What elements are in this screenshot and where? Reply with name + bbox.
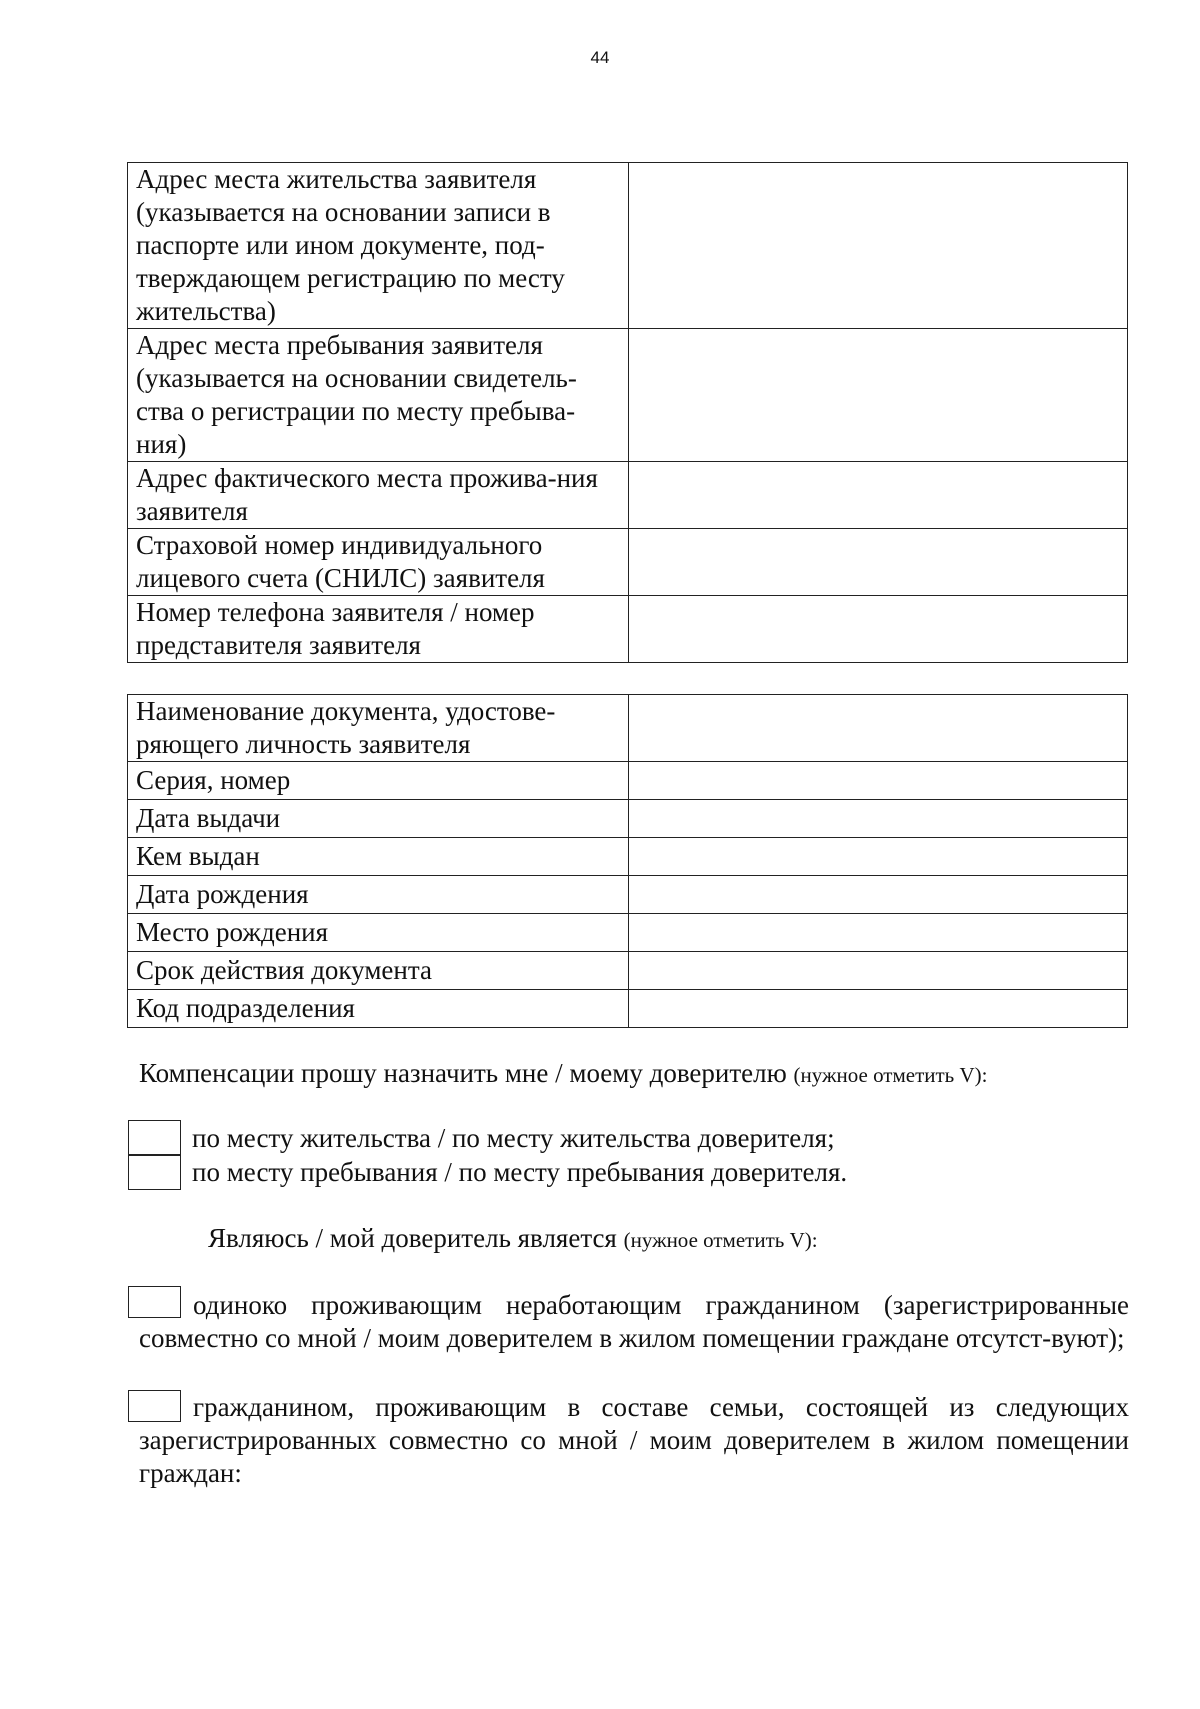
field-label: Адрес места пребывания заявителя (указывается на основании свидетель-ства о регистрации по месту пребыва-ния) bbox=[128, 329, 629, 462]
field-value[interactable] bbox=[629, 762, 1128, 800]
field-label: Наименование документа, удостове-ряющего личность заявителя bbox=[128, 695, 629, 762]
compensation-prompt-text: Компенсации прошу назначить мне / моему доверителю bbox=[139, 1058, 787, 1088]
table-row bbox=[128, 462, 1128, 529]
status-hint: (нужное отметить V): bbox=[623, 1228, 818, 1252]
field-label: Страховой номер индивидуального лицевого счета (СНИЛС) заявителя bbox=[128, 529, 629, 596]
status-prompt-text: Являюсь / мой доверитель является bbox=[208, 1223, 617, 1253]
table-row bbox=[128, 695, 1128, 762]
field-value[interactable] bbox=[629, 876, 1128, 914]
applicant-info-table bbox=[127, 162, 1128, 663]
table-row bbox=[128, 990, 1128, 1028]
page-number: 44 bbox=[590, 48, 610, 67]
field-value[interactable] bbox=[629, 596, 1128, 663]
field-label: Место рождения bbox=[128, 914, 629, 952]
table-row bbox=[128, 800, 1128, 838]
field-value[interactable] bbox=[629, 529, 1128, 596]
field-label: Срок действия документа bbox=[128, 952, 629, 990]
compensation-hint: (нужное отметить V): bbox=[793, 1063, 988, 1087]
table-row bbox=[128, 762, 1128, 800]
field-label: Адрес места жительства заявителя (указывается на основании записи в паспорте или ином документе, под-тверждающем регистрацию по месту жительства) bbox=[128, 163, 629, 329]
field-label: Дата рождения bbox=[128, 876, 629, 914]
identity-document-table bbox=[127, 694, 1128, 1028]
status-family-label: гражданином, проживающим в составе семьи, состоящей из следующих зарегистрированных совместно со мной / моим доверителем в жилом помещении граждан: bbox=[139, 1392, 1129, 1488]
table-row bbox=[128, 596, 1128, 663]
field-label: Номер телефона заявителя / номер представителя заявителя bbox=[128, 596, 629, 663]
table-row bbox=[128, 329, 1128, 462]
field-label: Код подразделения bbox=[128, 990, 629, 1028]
field-value[interactable] bbox=[629, 163, 1128, 329]
field-label: Серия, номер bbox=[128, 762, 629, 800]
field-value[interactable] bbox=[629, 914, 1128, 952]
table-row bbox=[128, 163, 1128, 329]
compensation-option-residence-checkbox[interactable] bbox=[128, 1120, 181, 1155]
field-value[interactable] bbox=[629, 462, 1128, 529]
status-prompt bbox=[208, 1222, 818, 1257]
field-value[interactable] bbox=[629, 990, 1128, 1028]
table-row bbox=[128, 876, 1128, 914]
field-value[interactable] bbox=[629, 952, 1128, 990]
compensation-option-stay-checkbox[interactable] bbox=[128, 1155, 181, 1190]
field-value[interactable] bbox=[629, 329, 1128, 462]
compensation-option-stay-label: по месту пребывания / по месту пребывания доверителя. bbox=[192, 1157, 848, 1187]
status-single-label: одиноко проживающим неработающим гражданином (зарегистрированные совместно со мной / моим доверителем в жилом помещении граждане отсутст-вуют); bbox=[139, 1290, 1129, 1353]
field-label: Адрес фактического места прожива-ния заявителя bbox=[128, 462, 629, 529]
field-value[interactable] bbox=[629, 838, 1128, 876]
field-label: Дата выдачи bbox=[128, 800, 629, 838]
table-row bbox=[128, 952, 1128, 990]
field-label: Кем выдан bbox=[128, 838, 629, 876]
table-row bbox=[128, 529, 1128, 596]
table-row bbox=[128, 914, 1128, 952]
table-row bbox=[128, 838, 1128, 876]
field-value[interactable] bbox=[629, 800, 1128, 838]
field-value[interactable] bbox=[629, 695, 1128, 762]
compensation-prompt bbox=[139, 1057, 988, 1092]
compensation-option-residence-label: по месту жительства / по месту жительства доверителя; bbox=[192, 1123, 835, 1153]
